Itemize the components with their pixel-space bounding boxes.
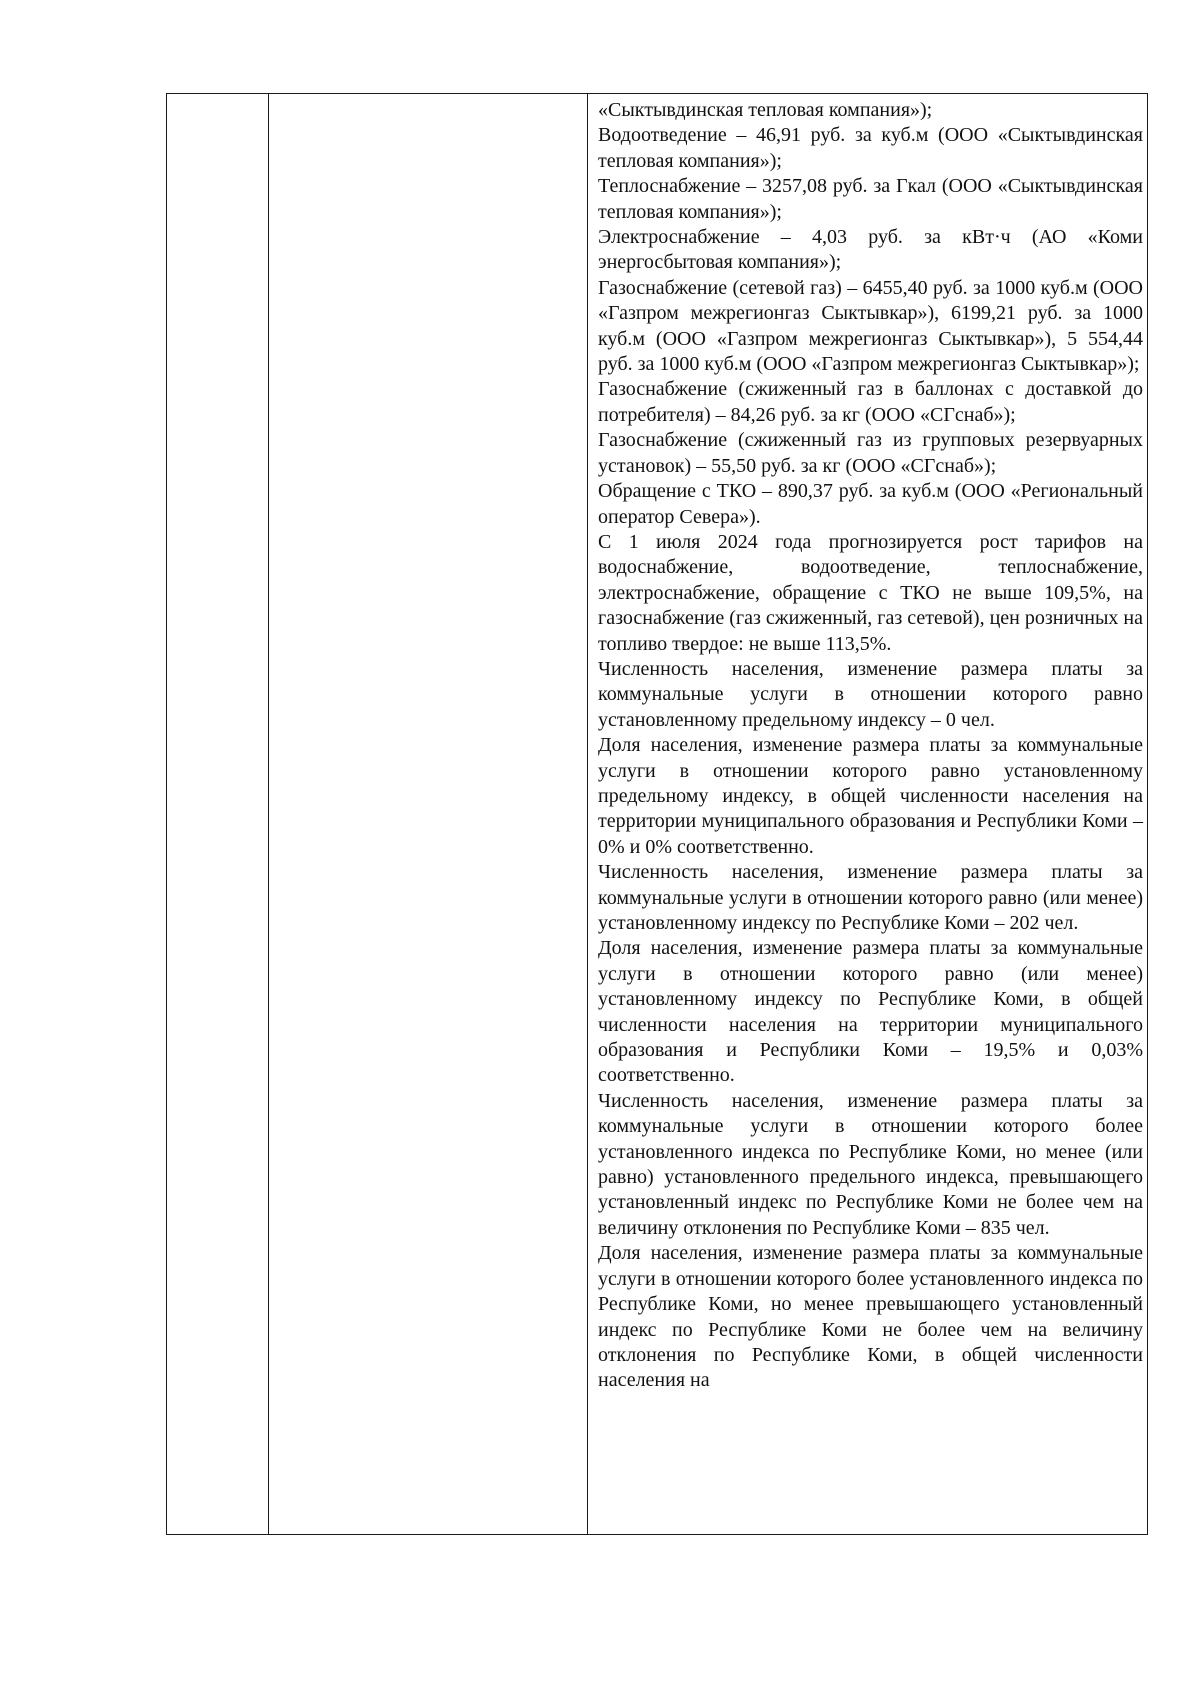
paragraph: Газоснабжение (сжиженный газ в баллонах с доставкой до потребителя) – 84,26 руб. за кг (ООО «СГснаб»);	[598, 378, 1143, 426]
table-row	[167, 94, 1148, 1535]
table-cell-text-column	[588, 94, 1148, 1535]
table-cell-first-column	[167, 94, 269, 1535]
paragraph: С 1 июля 2024 года прогнозируется рост тарифов на водоснабжение, водоотведение, теплоснабжение, электроснабжение, обращение с ТКО не выше 109,5%, на газоснабжение (газ сжиженный, газ сетевой), цен розничных на топливо твердое: не выше 113,5%.	[598, 530, 1143, 655]
paragraph: «Сыктывдинская тепловая компания»);	[598, 99, 933, 121]
paragraph: Теплоснабжение – 3257,08 руб. за Гкал (ООО «Сыктывдинская тепловая компания»);	[598, 175, 1143, 223]
paragraph: Численность населения, изменение размера платы за коммунальные услуги в отношении которого более установленного индекса по Республике Коми, но менее (или равно) установленного предельного индекса, превышающего установленный индекс по Республике Коми не более чем на величину отклонения по Республике Коми – 835 чел.	[598, 1089, 1143, 1239]
paragraph: Газоснабжение (сжиженный газ из групповых резервуарных установок) – 55,50 руб. за кг (ООО «СГснаб»);	[598, 429, 1143, 477]
paragraph: Доля населения, изменение размера платы за коммунальные услуги в отношении которого равно установленному предельному индексу, в общей численности населения на территории муниципального образования и Республики Коми – 0% и 0% соответственно.	[598, 734, 1143, 858]
paragraph: Численность населения, изменение размера платы за коммунальные услуги в отношении которого равно (или менее) установленному индексу по Республике Коми – 202 чел.	[598, 861, 1143, 934]
paragraph: Газоснабжение (сетевой газ) – 6455,40 руб. за 1000 куб.м (ООО «Газпром межрегионгаз Сыктывкар»), 6199,21 руб. за 1000 куб.м (ООО «Газпром межрегионгаз Сыктывкар»), 5 554,44 руб. за 1000 куб.м (ООО «Газпром межрегионгаз Сыктывкар»);	[598, 276, 1143, 376]
paragraph: Доля населения, изменение размера платы за коммунальные услуги в отношении которого равно (или менее) установленному индексу по Республике Коми, в общей численности населения на территории муниципального образования и Республики Коми – 19,5% и 0,03% соответственно.	[598, 937, 1143, 1087]
paragraph: Доля населения, изменение размера платы за коммунальные услуги в отношении которого более установленного индекса по Республике Коми, но менее превышающего установленный индекс по Республике Коми не более чем на величину отклонения по Республике Коми, в общей численности населения на	[598, 1242, 1143, 1392]
document-table	[166, 93, 1148, 1535]
table-cell-second-column	[269, 94, 588, 1535]
paragraph: Водоотведение – 46,91 руб. за куб.м (ООО «Сыктывдинская тепловая компания»);	[598, 124, 1143, 172]
paragraph: Электроснабжение – 4,03 руб. за кВт·ч (АО «Коми энергосбытовая компания»);	[598, 226, 1143, 274]
cell-text-block	[588, 94, 1147, 1394]
paragraph: Обращение с ТКО – 890,37 руб. за куб.м (ООО «Региональный оператор Севера»).	[598, 480, 1143, 528]
paragraph: Численность населения, изменение размера платы за коммунальные услуги в отношении которого равно установленному предельному индексу – 0 чел.	[598, 657, 1143, 731]
